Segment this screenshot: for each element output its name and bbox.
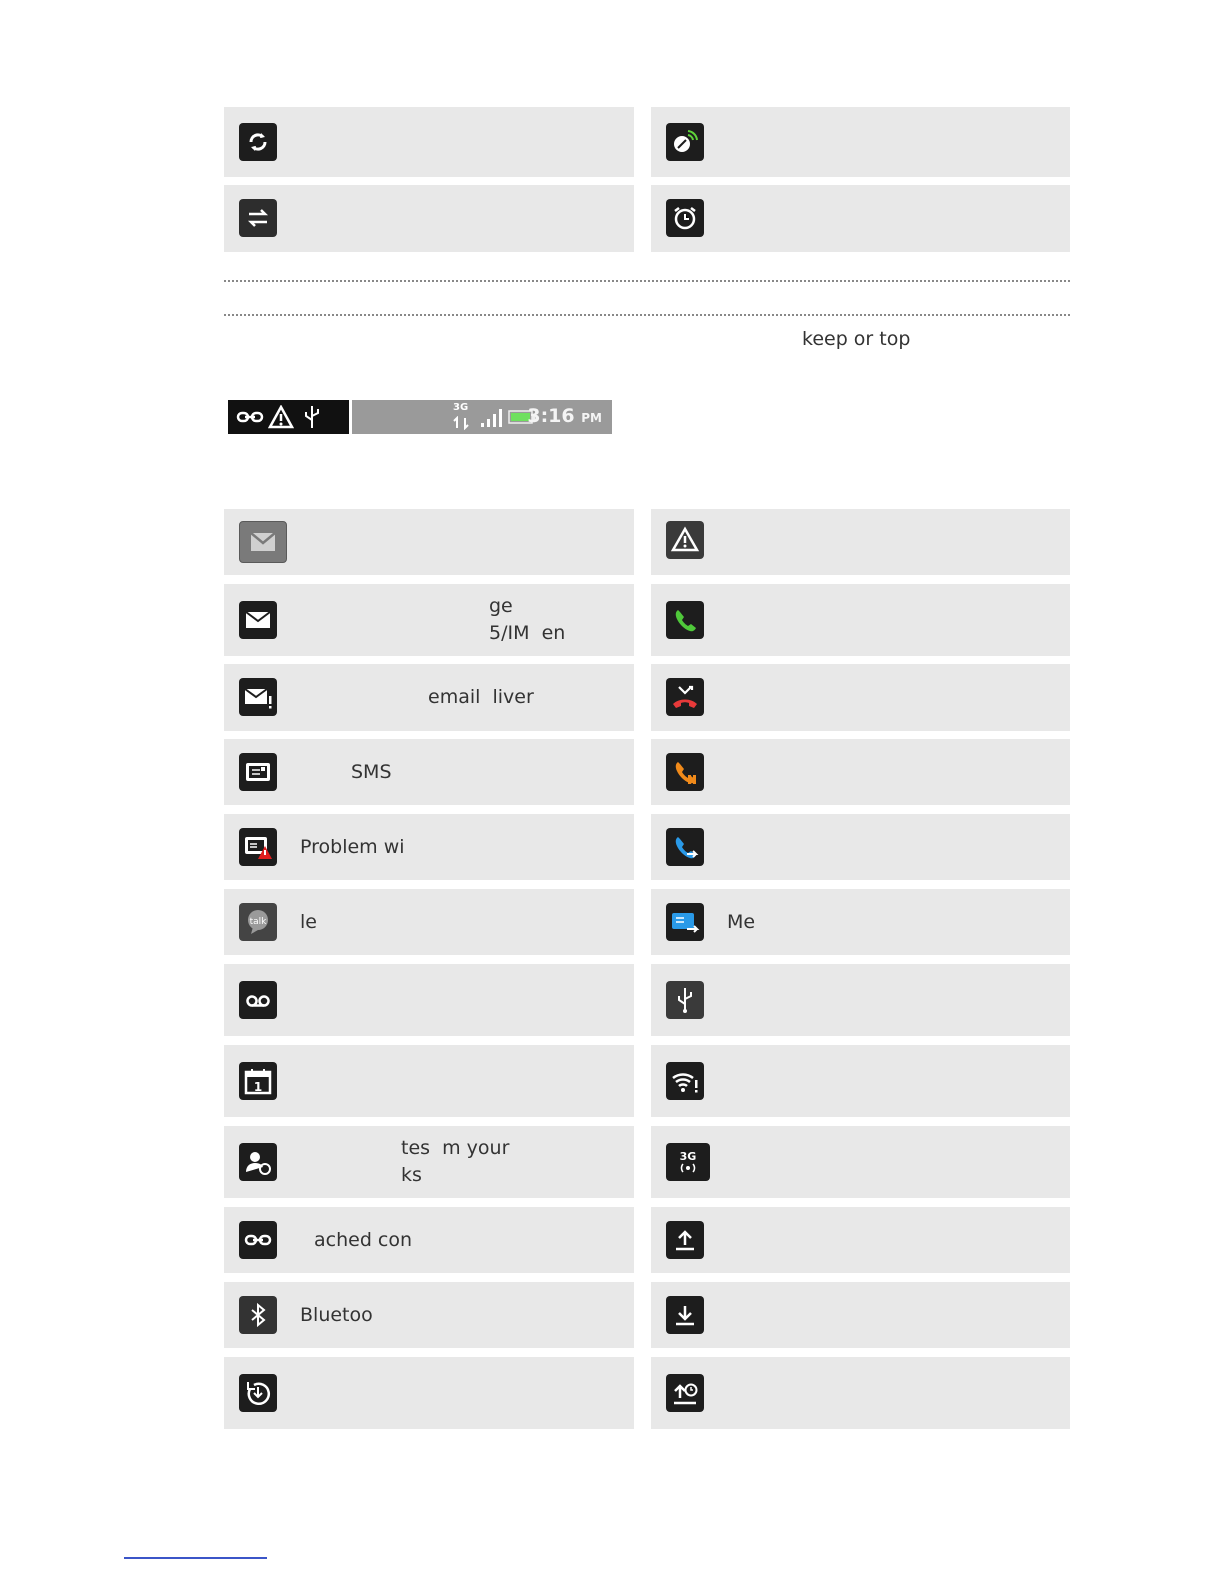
cell-text: email liver	[428, 686, 534, 708]
usb-icon	[300, 404, 324, 430]
cell-text: Bluetoo	[300, 1304, 373, 1326]
envelope-icon	[239, 601, 277, 639]
table-cell	[651, 814, 1070, 880]
sms-icon	[239, 753, 277, 791]
calendar-day-label: 1	[253, 1080, 263, 1094]
contact-sync-icon	[239, 1143, 277, 1181]
table-cell	[651, 664, 1070, 731]
cell-text: ge 5/IM en	[489, 595, 566, 644]
cell-text: SMS	[351, 761, 392, 783]
table-cell	[651, 107, 1070, 177]
wifi-alert-icon	[666, 1062, 704, 1100]
3g-icon: 3G	[453, 402, 469, 413]
status-bar-example	[228, 400, 612, 434]
call-on-hold-icon	[666, 753, 704, 791]
table-cell	[651, 1357, 1070, 1429]
upload-waiting-icon	[666, 1374, 704, 1412]
message-forward-icon	[666, 903, 704, 941]
divider-dotted	[224, 280, 1070, 282]
clock-ampm: PM	[581, 411, 602, 425]
table-cell	[224, 509, 634, 575]
cell-text: le	[300, 911, 317, 933]
table-cell	[224, 1357, 634, 1429]
table-cell	[651, 1045, 1070, 1117]
table-cell	[651, 1282, 1070, 1348]
gmail-icon	[239, 521, 287, 563]
table-cell	[651, 584, 1070, 656]
warning-icon	[666, 521, 704, 559]
cell-text: Problem wi	[300, 836, 405, 858]
table-cell	[224, 107, 634, 177]
talk-icon	[239, 903, 277, 941]
table-cell	[651, 185, 1070, 252]
link-icon	[236, 408, 264, 426]
clock-time: 3:16	[527, 405, 575, 427]
voicemail-icon	[239, 981, 277, 1019]
table-cell	[651, 964, 1070, 1036]
table-cell	[651, 739, 1070, 805]
link-icon	[239, 1221, 277, 1259]
calendar-icon	[239, 1062, 277, 1100]
divider-dotted	[224, 314, 1070, 316]
table-cell	[224, 1207, 634, 1273]
gps-icon	[666, 123, 704, 161]
status-bar-status-area	[352, 400, 612, 434]
table-cell	[224, 185, 634, 252]
sync-icon	[239, 123, 277, 161]
status-bar-clock	[527, 405, 602, 427]
table-cell	[651, 1126, 1070, 1198]
upload-icon	[666, 1221, 704, 1259]
table-cell	[224, 1045, 634, 1117]
cell-text: tes m your ks	[401, 1137, 510, 1186]
phone-call-icon	[666, 601, 704, 639]
status-bar-notification-area	[228, 400, 349, 434]
cell-text: Me	[727, 911, 756, 933]
cell-text: ached con	[314, 1229, 413, 1251]
table-cell	[224, 889, 634, 955]
sms-problem-icon	[239, 828, 277, 866]
table-cell	[224, 1126, 634, 1198]
call-forward-icon	[666, 828, 704, 866]
table-cell	[224, 584, 634, 656]
email-error-icon	[239, 678, 277, 716]
update-download-icon	[239, 1374, 277, 1412]
bluetooth-icon	[239, 1296, 277, 1334]
signal-icon	[480, 408, 504, 428]
table-cell	[224, 664, 634, 731]
table-cell	[224, 964, 634, 1036]
missed-call-icon	[666, 678, 704, 716]
download-icon	[666, 1296, 704, 1334]
footer-link-underline[interactable]	[124, 1557, 267, 1559]
alarm-clock-icon	[666, 199, 704, 237]
svg-text:talk: talk	[249, 917, 267, 927]
table-cell	[651, 509, 1070, 575]
table-cell	[651, 889, 1070, 955]
table-cell	[651, 1207, 1070, 1273]
3g-label: 3G	[679, 1150, 697, 1163]
usb-icon	[666, 981, 704, 1019]
table-cell	[224, 739, 634, 805]
warning-icon	[268, 405, 294, 429]
data-arrows-icon	[452, 416, 470, 430]
data-transfer-icon	[239, 199, 277, 237]
table-cell	[224, 814, 634, 880]
table-cell	[224, 1282, 634, 1348]
3g-icon	[666, 1143, 710, 1181]
intro-fragment: keep or top	[802, 328, 911, 350]
